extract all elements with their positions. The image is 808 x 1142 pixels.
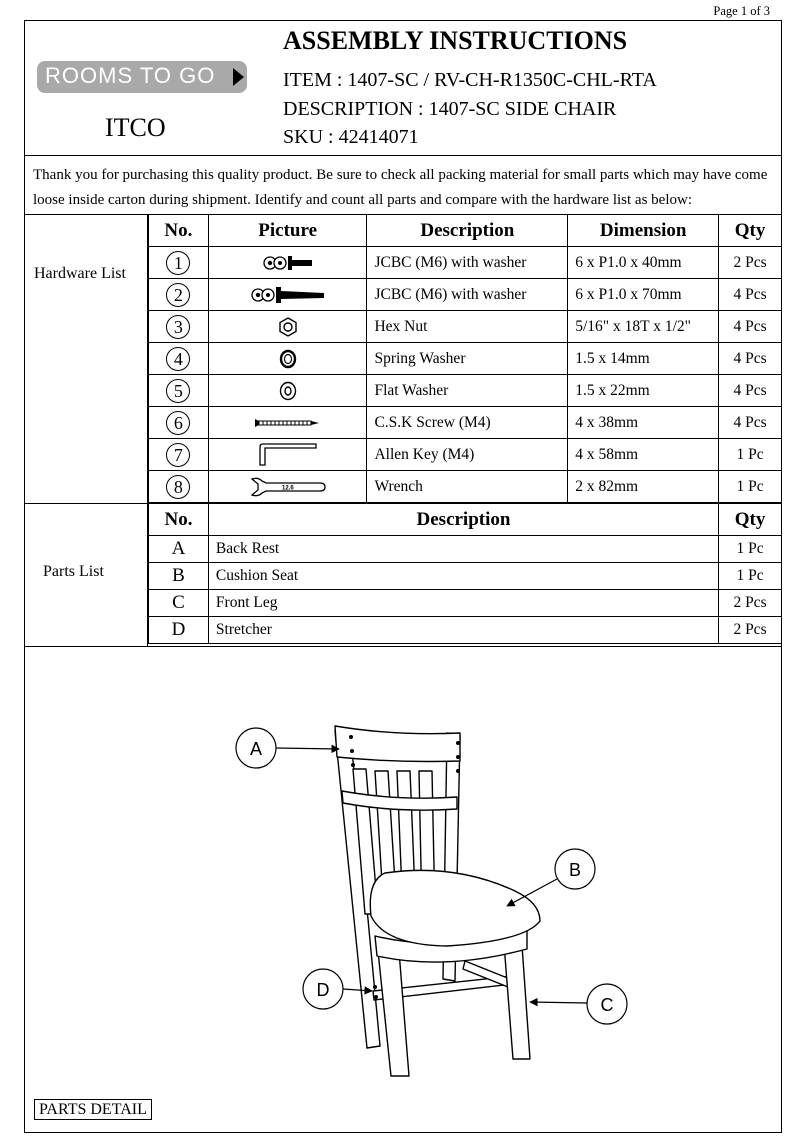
hardware-picture <box>208 343 367 375</box>
hardware-picture <box>208 247 367 279</box>
callout-c <box>530 984 627 1024</box>
hardware-dimension: 1.5 x 14mm <box>568 343 719 375</box>
flat-washer-icon <box>277 380 299 402</box>
allen-key-icon <box>256 441 320 469</box>
part-letter: D <box>149 617 209 644</box>
vendor-name: ITCO <box>105 113 166 142</box>
hardware-number <box>149 343 209 375</box>
hardware-row <box>149 343 782 375</box>
hardware-qty: 1 Pc <box>719 439 782 471</box>
intro-text: Thank you for purchasing this quality product. Be sure to check all packing material for small parts which may have come loose inside carton during shipment. Identify and count all parts and compare with the hardware list as below: <box>33 167 768 208</box>
hardware-description: Allen Key (M4) <box>367 439 568 471</box>
part-qty: 2 Pcs <box>719 617 782 644</box>
label-column <box>25 214 148 646</box>
table-header-row <box>149 504 782 536</box>
parts-row <box>149 617 782 644</box>
hardware-number-badge: 5 <box>166 379 190 403</box>
bolt-long-icon <box>248 284 328 306</box>
hardware-picture <box>208 279 367 311</box>
part-letter: A <box>149 536 209 563</box>
brand-logo <box>37 61 247 93</box>
hardware-number-badge: 6 <box>166 411 190 435</box>
hardware-description: Wrench <box>367 471 568 503</box>
hardware-dimension: 2 x 82mm <box>568 471 719 503</box>
description-line: DESCRIPTION : 1407-SC SIDE CHAIR <box>283 98 617 120</box>
header-no: No. <box>149 215 209 247</box>
sku-line: SKU : 42414071 <box>283 126 419 148</box>
hardware-row <box>149 375 782 407</box>
hardware-dimension: 5/16" x 18T x 1/2" <box>568 311 719 343</box>
part-qty: 2 Pcs <box>719 590 782 617</box>
hardware-number <box>149 407 209 439</box>
table-header-row <box>149 215 782 247</box>
part-qty: 1 Pc <box>719 536 782 563</box>
hardware-number-badge: 4 <box>166 347 190 371</box>
hardware-number-badge: 8 <box>166 475 190 499</box>
hardware-description: JCBC (M6) with washer <box>367 279 568 311</box>
header-qty: Qty <box>719 504 782 536</box>
hardware-dimension: 4 x 58mm <box>568 439 719 471</box>
wrench-marking: 12.6 <box>281 485 294 491</box>
part-letter: C <box>149 590 209 617</box>
header-no: No. <box>149 504 209 536</box>
wrench-icon <box>248 474 328 500</box>
parts-table <box>148 503 782 644</box>
hardware-qty: 4 Pcs <box>719 407 782 439</box>
part-description: Back Rest <box>208 536 718 563</box>
item-line: ITEM : 1407-SC / RV-CH-R1350C-CHL-RTA <box>283 69 657 91</box>
hardware-number-badge: 7 <box>166 443 190 467</box>
hardware-number-badge: 3 <box>166 315 190 339</box>
part-description: Stretcher <box>208 617 718 644</box>
brand-logo-text: ROOMS TO GO <box>45 63 216 88</box>
hardware-picture <box>208 375 367 407</box>
header-picture: Picture <box>208 215 367 247</box>
hardware-description: Spring Washer <box>367 343 568 375</box>
hardware-row <box>149 439 782 471</box>
hardware-description: Hex Nut <box>367 311 568 343</box>
callout-a-label: A <box>249 739 263 759</box>
hardware-number <box>149 375 209 407</box>
hardware-number <box>149 439 209 471</box>
hardware-qty: 2 Pcs <box>719 247 782 279</box>
hardware-picture <box>208 311 367 343</box>
part-letter: B <box>149 563 209 590</box>
hardware-dimension: 1.5 x 22mm <box>568 375 719 407</box>
divider <box>25 155 781 156</box>
instruction-sheet <box>24 20 782 1133</box>
hardware-number <box>149 311 209 343</box>
hardware-picture <box>208 471 367 503</box>
callout-d-label: D <box>316 980 330 1000</box>
callout-b-label: B <box>568 860 582 880</box>
chair-diagram <box>185 691 614 1091</box>
bolt-short-icon <box>258 252 318 274</box>
hardware-number-badge: 2 <box>166 283 190 307</box>
chair-illustration <box>335 726 540 1076</box>
hardware-picture <box>208 439 367 471</box>
hardware-table <box>148 214 782 503</box>
page-title: ASSEMBLY INSTRUCTIONS <box>283 26 628 55</box>
hardware-qty: 1 Pc <box>719 471 782 503</box>
hardware-description: JCBC (M6) with washer <box>367 247 568 279</box>
parts-row <box>149 536 782 563</box>
hardware-qty: 4 Pcs <box>719 279 782 311</box>
hardware-description: C.S.K Screw (M4) <box>367 407 568 439</box>
hardware-dimension: 6 x P1.0 x 70mm <box>568 279 719 311</box>
hardware-qty: 4 Pcs <box>719 375 782 407</box>
hardware-description: Flat Washer <box>367 375 568 407</box>
hardware-qty: 4 Pcs <box>719 311 782 343</box>
parts-list-label: Parts List <box>43 563 104 580</box>
parts-row <box>149 590 782 617</box>
hex-nut-icon <box>277 316 299 338</box>
callout-c-label: C <box>600 995 614 1015</box>
hardware-row <box>149 279 782 311</box>
parts-detail-label: PARTS DETAIL <box>34 1099 152 1120</box>
hardware-dimension: 6 x P1.0 x 40mm <box>568 247 719 279</box>
part-description: Front Leg <box>208 590 718 617</box>
logo-arrow-icon <box>233 68 244 86</box>
hardware-number <box>149 471 209 503</box>
page-number: Page 1 of 3 <box>713 4 770 18</box>
hardware-row <box>149 311 782 343</box>
spring-washer-icon <box>277 348 299 370</box>
hardware-dimension: 4 x 38mm <box>568 407 719 439</box>
divider <box>25 646 781 647</box>
hardware-row <box>149 471 782 503</box>
header-description: Description <box>367 215 568 247</box>
parts-row <box>149 563 782 590</box>
part-qty: 1 Pc <box>719 563 782 590</box>
hardware-row <box>149 247 782 279</box>
callout-a <box>236 728 339 768</box>
header-dimension: Dimension <box>568 215 719 247</box>
hardware-qty: 4 Pcs <box>719 343 782 375</box>
hardware-list-label: Hardware List <box>34 265 126 282</box>
hardware-picture <box>208 407 367 439</box>
header-description: Description <box>208 504 718 536</box>
divider <box>25 503 148 504</box>
header-qty: Qty <box>719 215 782 247</box>
part-description: Cushion Seat <box>208 563 718 590</box>
hardware-number <box>149 279 209 311</box>
hardware-row <box>149 407 782 439</box>
screw-icon <box>253 416 323 430</box>
hardware-number-badge: 1 <box>166 251 190 275</box>
hardware-number <box>149 247 209 279</box>
